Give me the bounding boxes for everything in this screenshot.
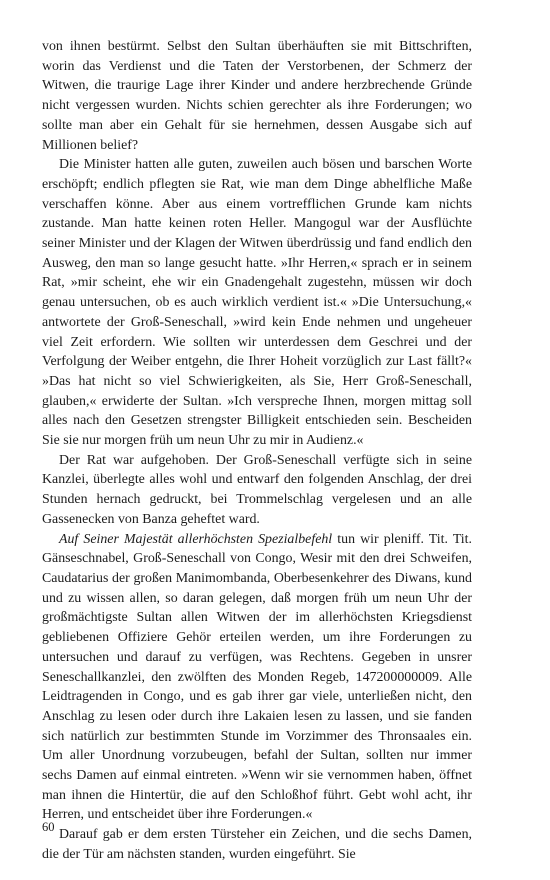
- paragraph-2: Die Minister hatten alle guten, zuweilen auch bösen und barschen Worte erschöpft; endlich pflegten sie Rat, wie man dem Dinge abhelfliche Maße verschaffen könne. Aber aus einem vortrefflichen Grunde kam nichts zustande. Man hatte keinen roten Heller. Mangogul war der Ausflüchte seiner Minister und der Klagen der Witwen überdrüssig und fand endlich den Ausweg, den man so lange gesucht hatte. »Ihr Herren,« sprach er in seinem Rat, »mir scheint, ehe wir ein Gnadengehalt zugestehn, müssen wir doch genau untersuchen, ob es auch wirklich verdient ist.« »Die Untersuchung,« antwortete der Groß-Seneschall, »wird kein Ende nehmen und ungeheuer viel Zeit erfordern. Wie sollten wir unterdessen dem Geschrei und der Verfolgung der Weiber entgehn, die Ihrer Hoheit vorzüglich zur Last fällt?« »Das hat nicht so viel Schwierigkeiten, als Sie, Herr Groß-Seneschall, glauben,« erwiderte der Sultan. »Ich verspreche Ihnen, morgen mittag soll alles nach den Gesetzen strengster Billigkeit entschieden sein. Bescheiden Sie sie nur morgen früh um neun Uhr zu mir in Audienz.«: [42, 157, 472, 449]
- proclamation-heading: Auf Seiner Majestät allerhöchsten Spezialbefehl: [59, 531, 333, 547]
- paragraph-3: Der Rat war aufgehoben. Der Groß-Seneschall verfügte sich in seine Kanzlei, überlegte alles wohl und entwarf den folgenden Anschlag, der drei Stunden hernach gedruckt, bei Trommelschlag vergelesen und an alle Gassenecken von Banza geheftet ward.: [42, 452, 472, 527]
- proclamation-text: tun wir pleniff. Tit. Tit. Gänseschnabel, Groß-Seneschall von Congo, Wesir mit den drei Schweifen, Caudatarius der großen Manimombanda, Oberbesenkehrer des Diwans, kund und zu wissen allen, so daran gelegen, daß morgen früh um neun Uhr der großmächtigste Sultan allen Witwen der im allerhöchsten Kriegsdienst gebliebenen Offiziere Gehör erteilen werden, um ihre Forderungen zu untersuchen und darauf zu verfügen, was Rechtens. Gegeben in unsrer Seneschallkanzlei, den zwölften des Monden Regeb, 147200000009. Alle Leidtragenden in Congo, und es gab ihrer gar viele, unterließen nicht, den Anschlag zu lesen oder durch ihre Lakaien lesen zu lassen, und sie fanden sich natürlich zur bestimmten Stunde im Vorzimmer des Thronsaales ein. Um aller Unordnung vorzubeugen, befahl der Sultan, sollten nur immer sechs Damen auf einmal eintreten. »Wenn wir sie vernommen haben, öffnet man ihnen die Hintertür, die auf den Schloßhof führt. Gebt wohl acht, ihr Herren, und entscheidet über ihre Forderungen.«: [42, 531, 473, 823]
- paragraph-5: Darauf gab er dem ersten Türsteher ein Zeichen, und die sechs Damen, die der Tür am nächsten standen, wurden eingeführt. Sie: [42, 827, 472, 862]
- page-body: [42, 37, 472, 865]
- paragraph-1: von ihnen bestürmt. Selbst den Sultan überhäuften sie mit Bittschriften, worin das Verdienst und die Taten der Verstorbenen, der Schmerz der Witwen, die traurige Lage ihrer Kinder und andere herzbrechende Gründe nicht vergessen wurden. Nichts schien gerechter als ihre Forderungen; wo sollte man aber ein Gehalt für sie hernehmen, dessen Ausgabe sich auf Millionen belief?: [42, 39, 472, 153]
- page-number: 60: [42, 820, 55, 834]
- paragraph-4: [42, 530, 472, 826]
